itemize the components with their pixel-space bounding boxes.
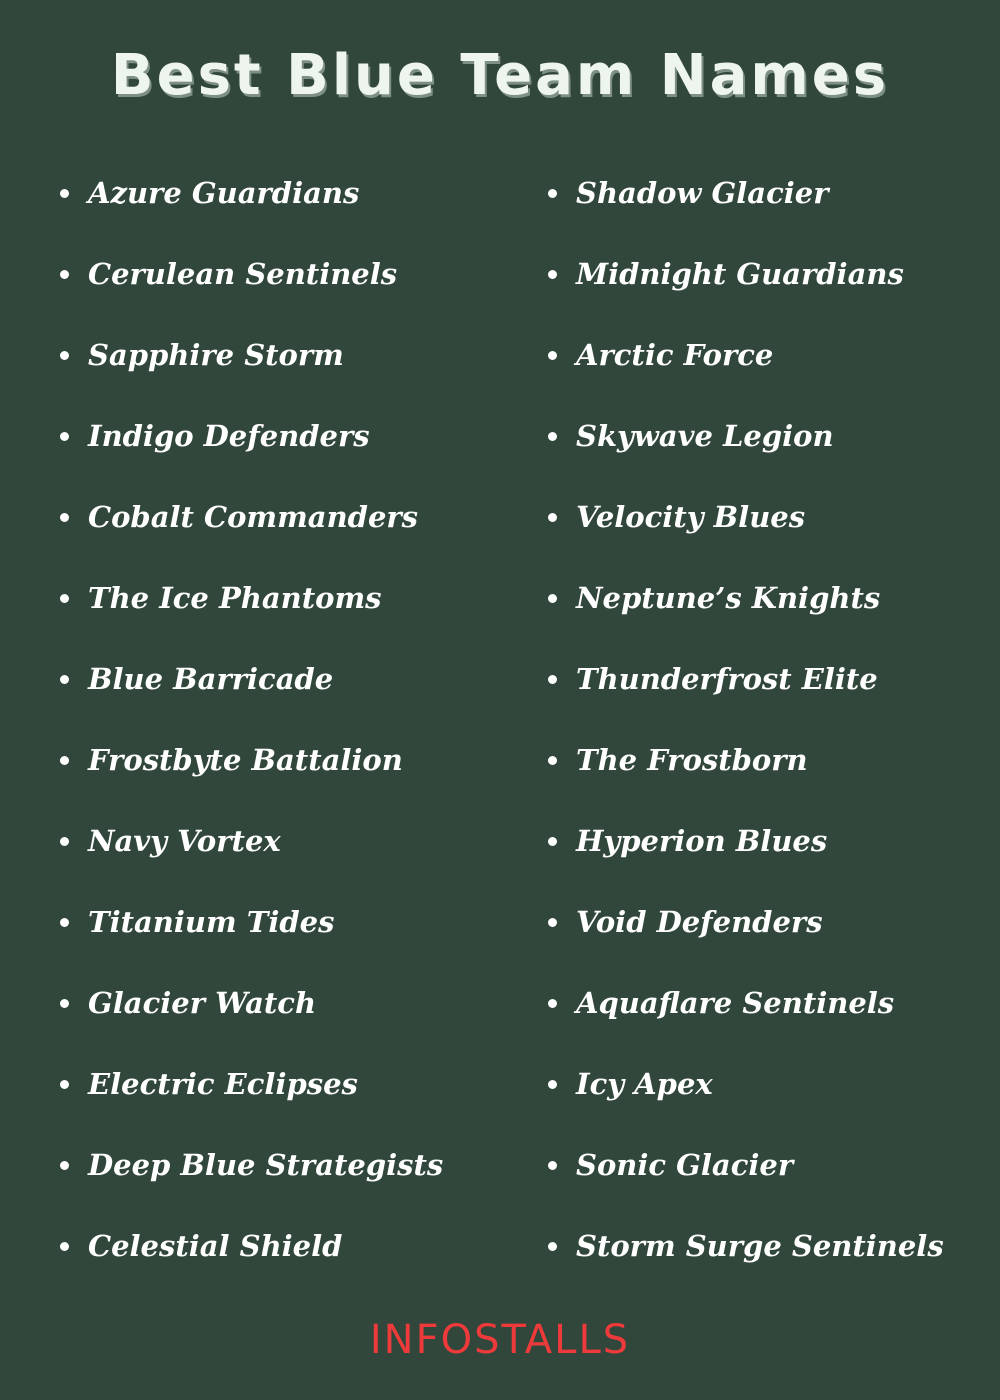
- bullet-icon: [60, 594, 69, 603]
- bullet-icon: [60, 1242, 69, 1251]
- team-name: Azure Guardians: [88, 176, 360, 210]
- bullet-icon: [60, 270, 69, 279]
- team-name: Aquaflare Sentinels: [576, 986, 895, 1020]
- bullet-icon: [60, 351, 69, 360]
- names-list-left: [60, 153, 500, 1287]
- team-name: Midnight Guardians: [576, 257, 904, 291]
- team-name: Sapphire Storm: [88, 338, 344, 372]
- list-item: [548, 963, 968, 1044]
- team-name: Titanium Tides: [88, 905, 335, 939]
- list-item: [548, 153, 968, 234]
- list-item: [548, 1044, 968, 1125]
- page-title: Best Blue Team Names: [110, 43, 890, 108]
- bullet-icon: [60, 1161, 69, 1170]
- bullet-icon: [60, 837, 69, 846]
- bullet-icon: [548, 189, 557, 198]
- bullet-icon: [548, 1080, 557, 1089]
- team-name: The Ice Phantoms: [88, 581, 382, 615]
- team-name: Arctic Force: [576, 338, 774, 372]
- list-item: [548, 882, 968, 963]
- bullet-icon: [60, 513, 69, 522]
- team-name: Blue Barricade: [88, 662, 334, 696]
- bullet-icon: [548, 675, 557, 684]
- bullet-icon: [548, 351, 557, 360]
- team-name: Frostbyte Battalion: [88, 743, 403, 777]
- team-name: Cobalt Commanders: [88, 500, 419, 534]
- bullet-icon: [548, 837, 557, 846]
- team-name: Glacier Watch: [88, 986, 317, 1020]
- list-item: [548, 639, 968, 720]
- names-list-right: [548, 153, 968, 1287]
- list-item: [548, 1206, 968, 1287]
- bullet-icon: [548, 270, 557, 279]
- bullet-icon: [548, 918, 557, 927]
- brand-logo: INFOSTALLS: [369, 1317, 631, 1363]
- list-item: [60, 234, 500, 315]
- bullet-icon: [60, 1080, 69, 1089]
- team-name: Deep Blue Strategists: [88, 1148, 444, 1182]
- bullet-icon: [548, 756, 557, 765]
- list-item: [548, 315, 968, 396]
- bullet-icon: [548, 1161, 557, 1170]
- team-name: The Frostborn: [576, 743, 808, 777]
- team-name: Storm Surge Sentinels: [576, 1229, 944, 1263]
- list-item: [60, 396, 500, 477]
- team-name: Celestial Shield: [88, 1229, 343, 1263]
- list-item: [60, 720, 500, 801]
- team-name: Indigo Defenders: [88, 419, 370, 453]
- team-name: Velocity Blues: [576, 500, 806, 534]
- team-name: Navy Vortex: [88, 824, 281, 858]
- bullet-icon: [60, 675, 69, 684]
- list-item: [60, 801, 500, 882]
- list-item: [60, 1206, 500, 1287]
- list-item: [548, 720, 968, 801]
- team-name: Thunderfrost Elite: [576, 662, 878, 696]
- list-item: [60, 477, 500, 558]
- bullet-icon: [60, 189, 69, 198]
- list-item: [60, 153, 500, 234]
- bullet-icon: [60, 918, 69, 927]
- list-item: [60, 1125, 500, 1206]
- bullet-icon: [548, 999, 557, 1008]
- team-name: Electric Eclipses: [88, 1067, 358, 1101]
- bullet-icon: [548, 594, 557, 603]
- team-name: Neptune’s Knights: [576, 581, 881, 615]
- bullet-icon: [60, 756, 69, 765]
- bullet-icon: [548, 1242, 557, 1251]
- team-name: Cerulean Sentinels: [88, 257, 398, 291]
- bullet-icon: [548, 432, 557, 441]
- list-item: [60, 315, 500, 396]
- list-item: [60, 882, 500, 963]
- list-item: [548, 558, 968, 639]
- team-name: Void Defenders: [576, 905, 823, 939]
- list-item: [548, 1125, 968, 1206]
- team-name: Sonic Glacier: [576, 1148, 794, 1182]
- bullet-icon: [60, 999, 69, 1008]
- list-item: [60, 1044, 500, 1125]
- list-item: [548, 477, 968, 558]
- list-item: [548, 234, 968, 315]
- bullet-icon: [60, 432, 69, 441]
- team-name: Shadow Glacier: [576, 176, 829, 210]
- list-item: [60, 963, 500, 1044]
- bullet-icon: [548, 513, 557, 522]
- list-item: [548, 396, 968, 477]
- team-name: Icy Apex: [576, 1067, 713, 1101]
- team-name: Skywave Legion: [576, 419, 834, 453]
- list-item: [60, 639, 500, 720]
- list-item: [548, 801, 968, 882]
- list-item: [60, 558, 500, 639]
- team-name: Hyperion Blues: [576, 824, 828, 858]
